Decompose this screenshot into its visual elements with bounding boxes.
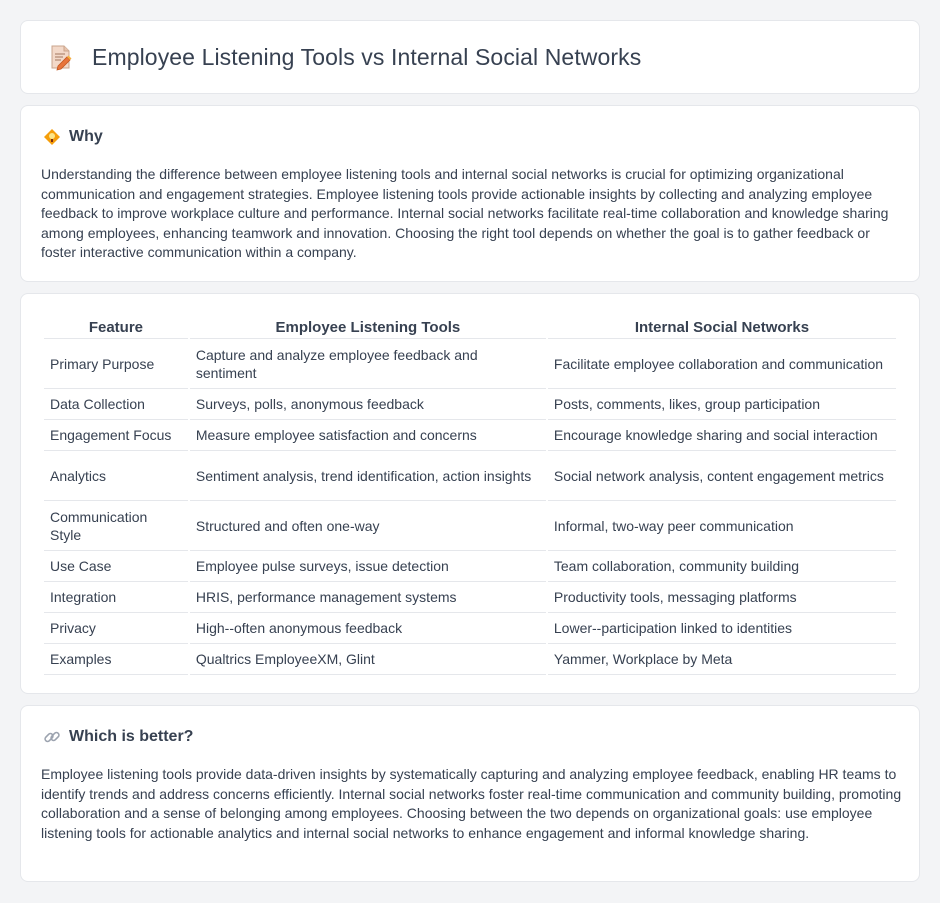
title-row xyxy=(46,43,641,71)
feature-cell: Analytics xyxy=(44,451,188,501)
listening-tools-cell: Measure employee satisfaction and concerns xyxy=(190,420,546,451)
table-header-row xyxy=(44,315,896,339)
table-row xyxy=(44,551,896,582)
table-row xyxy=(44,389,896,420)
social-networks-cell: Facilitate employee collaboration and communication xyxy=(548,339,896,389)
why-heading xyxy=(43,128,103,146)
listening-tools-cell: Sentiment analysis, trend identification, action insights xyxy=(190,451,546,501)
comparison-card xyxy=(20,293,920,694)
listening-tools-cell: Qualtrics EmployeeXM, Glint xyxy=(190,644,546,675)
why-text: Understanding the difference between employee listening tools and internal social networks is crucial for optimizing organizational communication and engagement strategies. Employee listening tools provide actionable insights by collecting and analyzing employee feedback to improve workplace culture and performance. Internal social networks facilitate real-time collaboration and knowledge sharing among employees, enhancing teamwork and innovation. Choosing the right tool depends on whether the goal is to gather feedback or foster interactive communication within a company. xyxy=(41,166,889,261)
header-feature: Feature xyxy=(44,315,188,339)
comparison-table xyxy=(42,315,898,675)
social-networks-cell: Encourage knowledge sharing and social interaction xyxy=(548,420,896,451)
title-card xyxy=(20,20,920,94)
link-icon xyxy=(43,728,61,746)
header-internal-social-networks: Internal Social Networks xyxy=(548,315,896,339)
feature-cell: Data Collection xyxy=(44,389,188,420)
social-networks-cell: Posts, comments, likes, group participation xyxy=(548,389,896,420)
listening-tools-cell: High--often anonymous feedback xyxy=(190,613,546,644)
feature-cell: Primary Purpose xyxy=(44,339,188,389)
listening-tools-cell: Structured and often one-way xyxy=(190,501,546,551)
why-title: Why xyxy=(69,128,103,145)
better-heading xyxy=(43,728,193,746)
lightbulb-icon xyxy=(43,128,61,146)
social-networks-cell: Social network analysis, content engagement metrics xyxy=(548,451,896,501)
social-networks-cell: Productivity tools, messaging platforms xyxy=(548,582,896,613)
document-edit-icon xyxy=(46,43,74,71)
social-networks-cell: Lower--participation linked to identities xyxy=(548,613,896,644)
listening-tools-cell: Employee pulse surveys, issue detection xyxy=(190,551,546,582)
table-row xyxy=(44,420,896,451)
feature-cell: Privacy xyxy=(44,613,188,644)
feature-cell: Integration xyxy=(44,582,188,613)
table-row xyxy=(44,644,896,675)
which-is-better-card xyxy=(20,705,920,882)
feature-cell: Communication Style xyxy=(44,501,188,551)
better-title: Which is better? xyxy=(69,728,194,745)
page-title: Employee Listening Tools vs Internal Social Networks xyxy=(92,43,642,70)
better-text: Employee listening tools provide data-driven insights by systematically capturing and analyzing employee feedback, enabling HR teams to identify trends and address concerns efficiently. Internal social networks foster real-time communication and community building, promoting collaboration and a sense of belonging among employees. Choosing between the two depends on organizational goals: use employee listening tools for actionable analytics and internal social networks to enhance engagement and informal knowledge sharing. xyxy=(41,766,902,841)
table-row xyxy=(44,451,896,501)
feature-cell: Use Case xyxy=(44,551,188,582)
table-row xyxy=(44,501,896,551)
why-card xyxy=(20,105,920,282)
listening-tools-cell: Surveys, polls, anonymous feedback xyxy=(190,389,546,420)
social-networks-cell: Informal, two-way peer communication xyxy=(548,501,896,551)
feature-cell: Examples xyxy=(44,644,188,675)
social-networks-cell: Team collaboration, community building xyxy=(548,551,896,582)
social-networks-cell: Yammer, Workplace by Meta xyxy=(548,644,896,675)
table-row xyxy=(44,582,896,613)
table-row xyxy=(44,339,896,389)
table-row xyxy=(44,613,896,644)
listening-tools-cell: HRIS, performance management systems xyxy=(190,582,546,613)
header-employee-listening-tools: Employee Listening Tools xyxy=(190,315,546,339)
feature-cell: Engagement Focus xyxy=(44,420,188,451)
listening-tools-cell: Capture and analyze employee feedback and sentiment xyxy=(190,339,546,389)
